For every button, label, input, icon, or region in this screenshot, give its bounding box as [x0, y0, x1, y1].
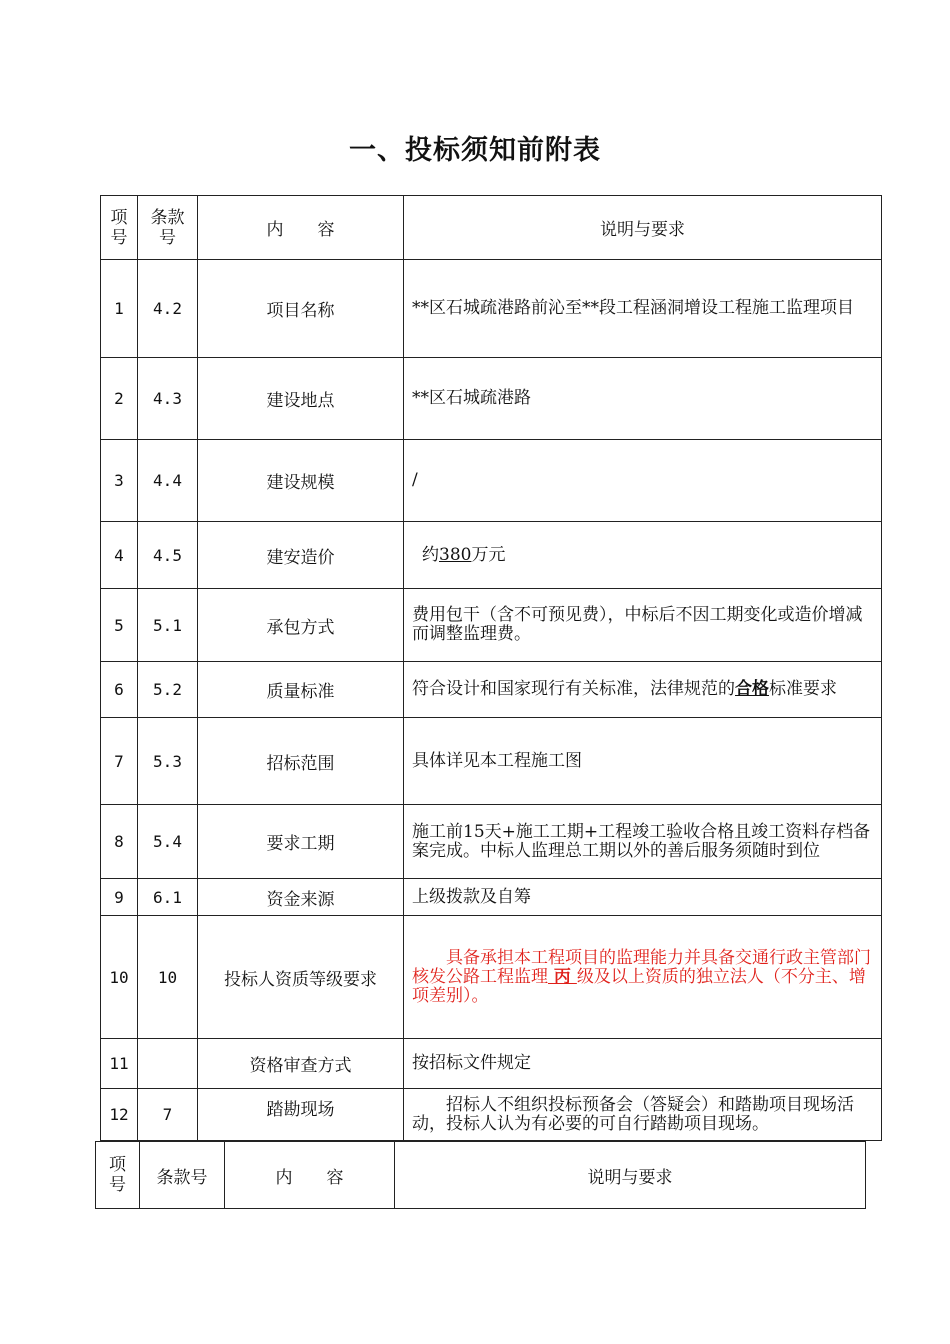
row-clause: 6.1 — [138, 879, 198, 916]
row-description: / — [404, 440, 882, 522]
row-name: 项目名称 — [198, 260, 404, 358]
row-name: 承包方式 — [198, 589, 404, 662]
row-description — [404, 522, 882, 589]
table-row — [101, 522, 882, 589]
qualification-suffix: 级及以上资质的独立法人（不分主、增项差别）。 — [412, 966, 866, 1006]
table-row — [101, 358, 882, 440]
row-description: 施工前15天+施工工期+工程竣工验收合格且竣工资料存档备案完成。中标人监理总工期以外的善后服务须随时到位 — [404, 805, 882, 879]
row-no: 8 — [101, 805, 138, 879]
table-row — [101, 1089, 882, 1141]
header-description: 说明与要求 — [404, 196, 882, 260]
row-no: 7 — [101, 718, 138, 805]
row-clause: 5.4 — [138, 805, 198, 879]
table-row — [101, 916, 882, 1039]
row-clause: 5.2 — [138, 662, 198, 718]
row-name: 建设规模 — [198, 440, 404, 522]
header-item-no: 项号 — [96, 1142, 140, 1209]
row-description: 具体详见本工程施工图 — [404, 718, 882, 805]
quality-suffix: 标准要求 — [769, 679, 837, 699]
row-name: 招标范围 — [198, 718, 404, 805]
header-description: 说明与要求 — [395, 1142, 866, 1209]
row-description: 按招标文件规定 — [404, 1039, 882, 1089]
header-content: 内 容 — [225, 1142, 395, 1209]
row-no: 6 — [101, 662, 138, 718]
row-no: 11 — [101, 1039, 138, 1089]
table-row — [101, 589, 882, 662]
qualification-prefix: 具备承担本工程项目的监理能力并具备交通行政主管部门核发公路工程监理 — [412, 947, 871, 987]
row-clause: 4.4 — [138, 440, 198, 522]
row-description: 招标人不组织投标预备会（答疑会）和踏勘项目现场活动，投标人认为有必要的可自行踏勘项目现场。 — [404, 1089, 882, 1141]
row-clause: 10 — [138, 916, 198, 1039]
row-name: 建安造价 — [198, 522, 404, 589]
table-row — [101, 879, 882, 916]
table-row — [101, 260, 882, 358]
table-row — [101, 718, 882, 805]
row-name: 要求工期 — [198, 805, 404, 879]
row-clause: 5.3 — [138, 718, 198, 805]
header-clause-no: 条款号 — [138, 196, 198, 260]
qualification-grade: 丙 — [548, 966, 577, 987]
row-clause: 4.3 — [138, 358, 198, 440]
quality-grade: 合格 — [735, 679, 769, 699]
row-description: 上级拨款及自筹 — [404, 879, 882, 916]
row-no: 4 — [101, 522, 138, 589]
bid-notice-table-continued — [95, 1141, 866, 1209]
row-no: 5 — [101, 589, 138, 662]
cost-suffix: 万元 — [471, 544, 506, 565]
cost-amount: 380 — [439, 544, 472, 565]
table-row — [101, 440, 882, 522]
row-no: 3 — [101, 440, 138, 522]
row-description — [404, 662, 882, 718]
page-title: 一、投标须知前附表 — [349, 135, 601, 166]
row-no: 2 — [101, 358, 138, 440]
row-clause: 7 — [138, 1089, 198, 1141]
cost-prefix: 约 — [422, 544, 439, 565]
row-name: 建设地点 — [198, 358, 404, 440]
row-clause — [138, 1039, 198, 1089]
row-name: 资金来源 — [198, 879, 404, 916]
row-clause: 4.2 — [138, 260, 198, 358]
header-content: 内 容 — [198, 196, 404, 260]
table-row — [101, 662, 882, 718]
row-no: 1 — [101, 260, 138, 358]
row-no: 9 — [101, 879, 138, 916]
bid-notice-table — [100, 195, 882, 1141]
row-name: 质量标准 — [198, 662, 404, 718]
table-header-row — [101, 196, 882, 260]
table-row — [101, 805, 882, 879]
row-no: 12 — [101, 1089, 138, 1141]
row-description: **区石城疏港路 — [404, 358, 882, 440]
row-name: 资格审查方式 — [198, 1039, 404, 1089]
table-row — [101, 1039, 882, 1089]
row-description — [404, 916, 882, 1039]
row-clause: 4.5 — [138, 522, 198, 589]
quality-prefix: 符合设计和国家现行有关标准，法律规范的 — [412, 679, 735, 699]
row-no: 10 — [101, 916, 138, 1039]
row-clause: 5.1 — [138, 589, 198, 662]
table-header-row — [96, 1142, 866, 1209]
row-description: 费用包干（含不可预见费），中标后不因工期变化或造价增减而调整监理费。 — [404, 589, 882, 662]
header-clause-no: 条款号 — [140, 1142, 225, 1209]
row-name: 投标人资质等级要求 — [198, 916, 404, 1039]
row-name: 踏勘现场 — [198, 1089, 404, 1141]
header-item-no: 项号 — [101, 196, 138, 260]
row-description: **区石城疏港路前沁至**段工程涵洞增设工程施工监理项目 — [404, 260, 882, 358]
